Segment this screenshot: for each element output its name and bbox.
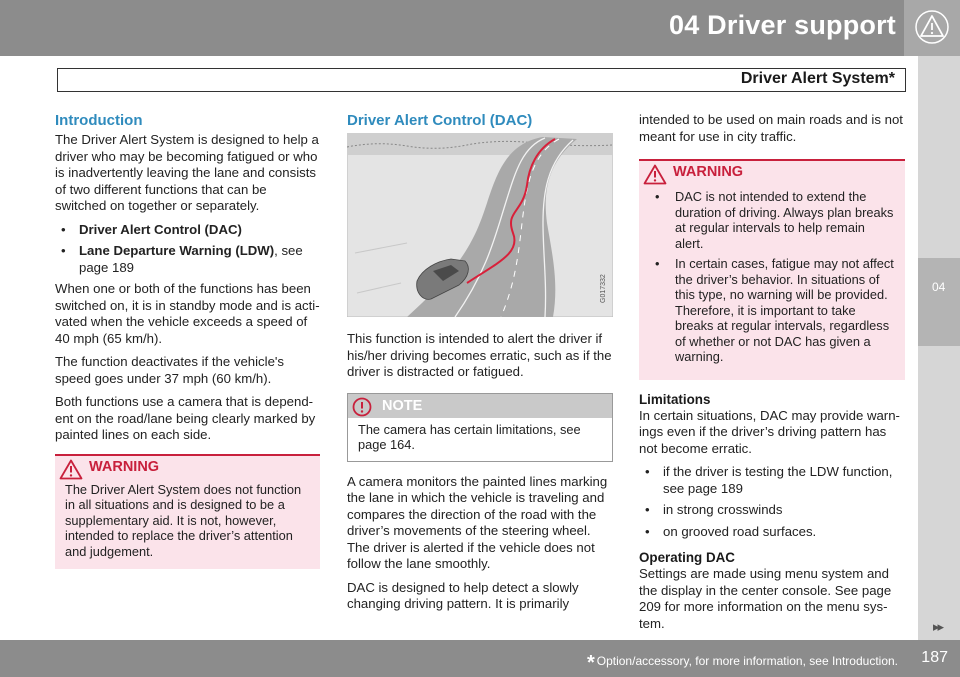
section-title: Driver Alert System* [740,70,895,87]
introduction-heading: Introduction [55,112,143,129]
list-item-rest: , see page 189 [79,243,303,275]
list-item: • In certain cases, fatigue may not affect the driver’s behavior. In situations of this type, no warning will be provided. Therefore, it is important to take breaks at regular intervals, regardless of whether or not DAC has given a warning. [649,256,895,365]
footnote-star: * [586,652,595,674]
limitations-heading: Limitations [639,391,711,407]
driving-pattern-paragraph: DAC is designed to help detect a slowly changing driving pattern. It is primarily [347,579,579,611]
warning-box [639,159,905,380]
note-label: NOTE [382,397,423,414]
list-item-bold: Driver Alert Control (DAC) [79,221,242,237]
column-dac [347,112,613,620]
limitations-paragraph: In certain situations, DAC may provide warn-ings even if the driver’s driving pattern has not become erratic. [639,407,900,456]
list-item: • on grooved road surfaces. [639,524,905,541]
functions-list [55,222,320,277]
side-rail [918,56,960,642]
list-item: • in strong crosswinds [639,502,905,519]
warning-text: The Driver Alert System does not function in all situations and is designed to be a supplementary aid. It is not, however, intended to replace the driver’s attention and judgement. [65,481,302,559]
warning-triangle-icon [914,9,950,45]
warning-triangle-icon [59,459,83,480]
warning-list [649,189,895,365]
note-header [348,394,612,418]
chapter-title: 04 Driver support [669,10,896,40]
warning-body [639,185,905,380]
dac-heading: Driver Alert Control (DAC) [347,112,533,129]
intro-paragraph: The Driver Alert System is designed to help a driver who may be becoming fatigued or who is inadvertently leaving the lane and consists of two different functions that can be switched on together or separately. [55,132,319,213]
footer-band [0,640,960,677]
column-introduction [55,112,320,577]
note-box [347,393,613,462]
side-tab-label: 04 [932,280,946,294]
list-item [55,243,320,276]
list-item-bold: Lane Departure Warning (LDW) [79,243,275,258]
list-item: • if the driver is testing the LDW function, see page 189 [639,464,905,497]
next-page-arrows: ▸▸ [932,619,942,634]
camera-paragraph: Both functions use a camera that is depend-ent on the road/lane being clearly marked by painted lines on each side. [55,394,316,442]
operating-paragraph: Settings are made using menu system and the display in the center console. See page 209 for more information on the menu sys-tem. [639,566,892,631]
operating-heading: Operating DAC [639,550,735,565]
warning-label: WARNING [673,164,744,180]
list-item: • DAC is not intended to extend the duration of driving. Always plan breaks at regular intervals to help remain alert. [649,189,895,251]
section-title-bar [57,68,906,92]
activation-paragraph: When one or both of the functions has been switched on, it is in standby mode and is acti-vated when the vehicle exceeds a speed of 40 mph (65 km/h). [55,281,320,346]
usage-paragraph: intended to be used on main roads and is not meant for use in city traffic. [639,112,903,144]
warning-header [639,159,905,185]
page-number: 187 [921,649,948,666]
figure-code: G017332 [600,274,607,303]
footnote [587,652,898,675]
chapter-side-tab[interactable] [918,258,960,346]
warning-triangle-icon [643,164,667,185]
road-illustration [347,133,613,317]
deactivation-paragraph: The function deactivates if the vehicle's speed goes under 37 mph (60 km/h). [55,354,285,386]
camera-monitor-paragraph: A camera monitors the painted lines marking the lane in which the vehicle is traveling and compares the direction of the road with the driver’s movements of the steering wheel. The driver is alerted if the vehicle does not follow the lane smoothly. [347,473,608,571]
dac-intro-paragraph: This function is intended to alert the driver if his/her driving becomes erratic, such as if the driver is distracted or fatigued. [347,331,612,379]
note-text: The camera has certain limitations, see page 164. [358,421,581,452]
column-limitations [639,112,905,639]
footnote-text: Option/accessory, for more information, see Introduction. [596,654,898,668]
info-icon [352,397,372,417]
list-item [55,222,320,239]
winding-road-image [347,133,613,317]
warning-box [55,454,320,570]
warning-header [55,454,320,480]
chapter-icon-box [904,0,960,56]
warning-label: WARNING [89,458,160,475]
limitations-list [639,464,905,540]
